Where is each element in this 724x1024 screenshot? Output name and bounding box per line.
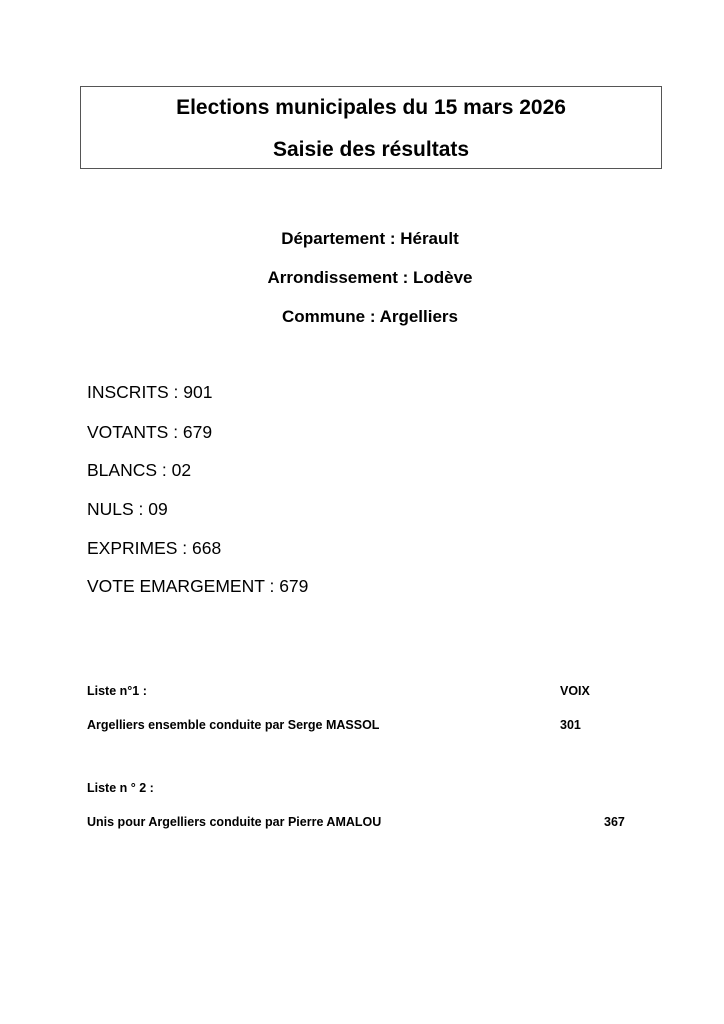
list-2-heading: Liste n ° 2 : — [87, 781, 154, 795]
title-box — [80, 86, 662, 169]
vote-emargement-stat: VOTE EMARGEMENT : 679 — [87, 576, 309, 596]
list-1-votes: 301 — [560, 718, 581, 732]
arrondissement-label: Arrondissement : Lodève — [267, 268, 473, 287]
exprimes-stat: EXPRIMES : 668 — [87, 538, 222, 558]
list-1-name: Argelliers ensemble conduite par Serge MASSOL — [87, 718, 380, 732]
inscrits-stat: INSCRITS : 901 — [87, 382, 213, 402]
commune-label: Commune : Argelliers — [281, 307, 459, 326]
list-2-name: Unis pour Argelliers conduite par Pierre AMALOU — [87, 815, 382, 829]
page-title: Elections municipales du 15 mars 2026 — [176, 96, 566, 119]
blancs-stat: BLANCS : 02 — [87, 460, 192, 480]
departement-label: Département : Hérault — [281, 229, 459, 248]
page-subtitle: Saisie des résultats — [272, 138, 470, 161]
nuls-stat: NULS : 09 — [87, 499, 168, 519]
votants-stat: VOTANTS : 679 — [87, 422, 213, 442]
list-2-votes: 367 — [604, 815, 625, 829]
list-1-heading: Liste n°1 : — [87, 684, 147, 698]
votes-column-label: VOIX — [560, 684, 590, 698]
